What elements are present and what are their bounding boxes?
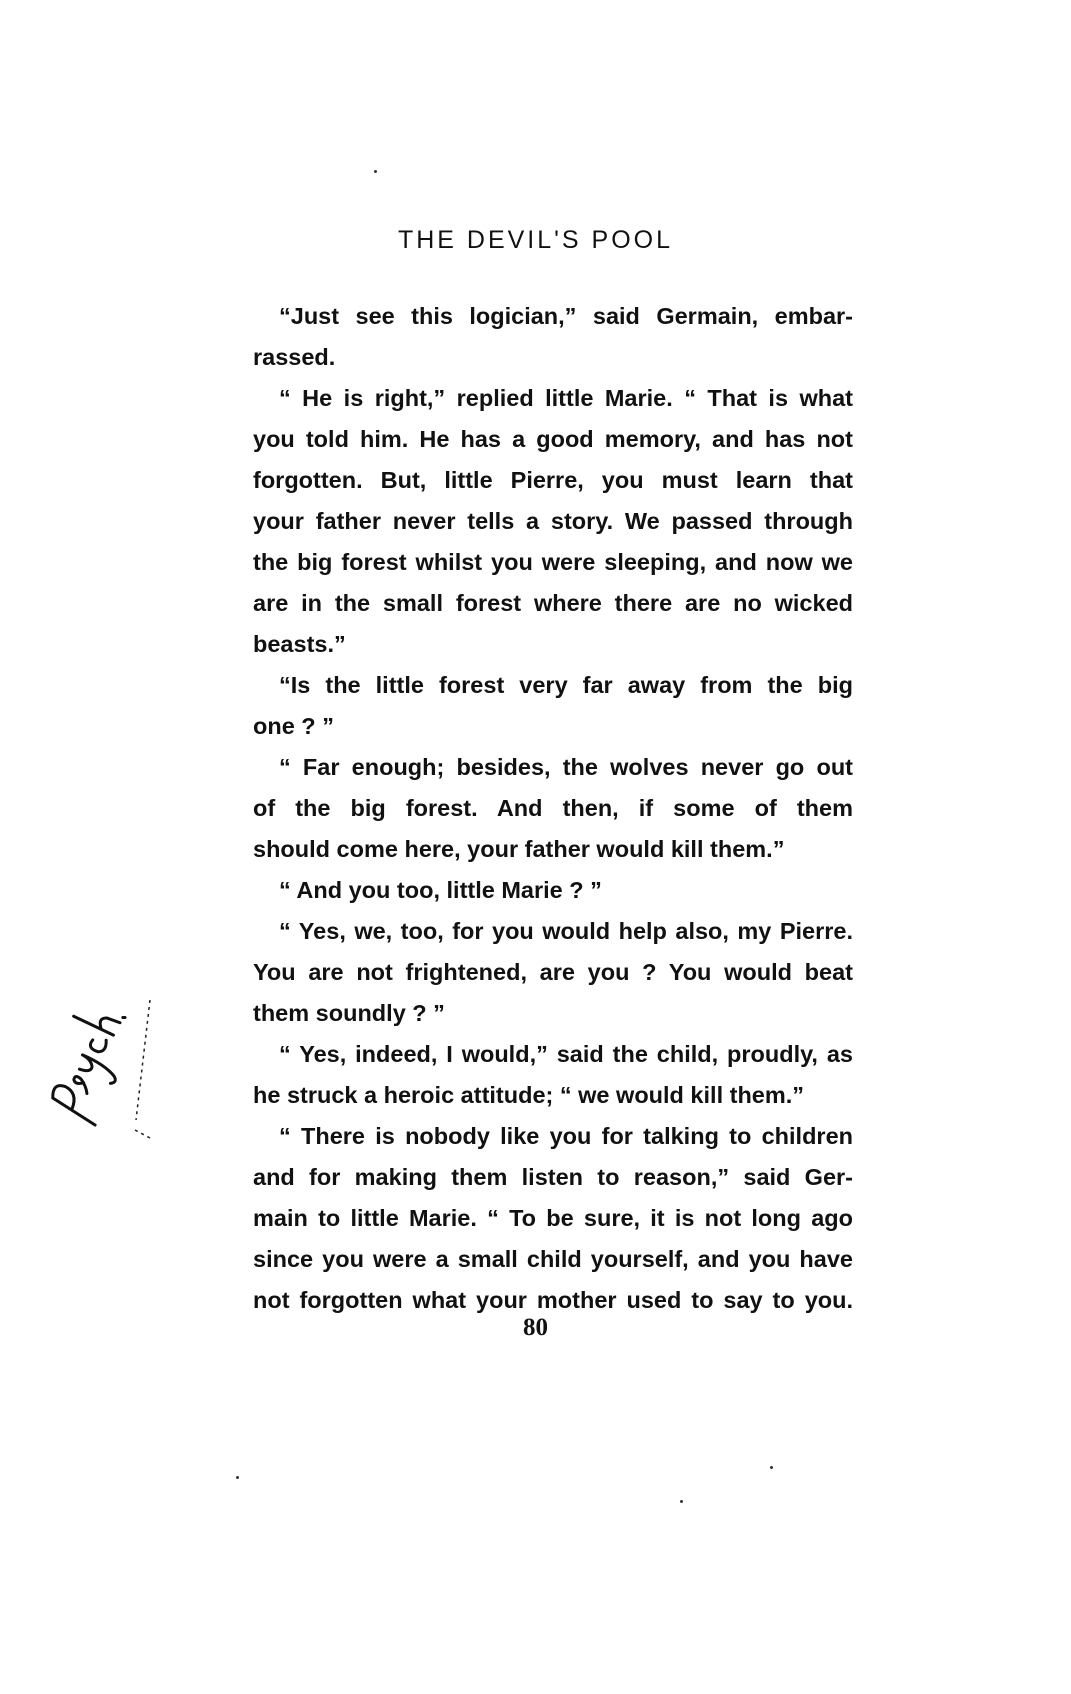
text-line: rassed. bbox=[253, 344, 336, 370]
page-number: 80 bbox=[523, 1314, 548, 1341]
scan-speck bbox=[236, 1476, 239, 1479]
scan-speck bbox=[770, 1466, 773, 1469]
text-line: not forgotten what your mother used to say to you. bbox=[253, 1287, 853, 1313]
text-line: your father never tells a story. We passed through bbox=[253, 508, 853, 534]
running-head: THE DEVIL'S POOL bbox=[397, 226, 674, 254]
text-line: “ Far enough; besides, the wolves never go out bbox=[279, 754, 853, 780]
text-line: “ And you too, little Marie ? ” bbox=[279, 877, 602, 903]
text-line: you told him. He has a good memory, and has not bbox=[253, 426, 853, 452]
text-line: “ Yes, indeed, I would,” said the child, proudly, as bbox=[279, 1041, 853, 1067]
text-line: one ? ” bbox=[253, 713, 334, 739]
text-line: “ Yes, we, too, for you would help also, my Pierre. bbox=[279, 918, 853, 944]
text-line: forgotten. But, little Pierre, you must learn that bbox=[253, 467, 853, 493]
text-line: them soundly ? ” bbox=[253, 1000, 445, 1026]
text-line: are in the small forest where there are no wicked bbox=[253, 590, 853, 616]
text-line: “ There is nobody like you for talking to children bbox=[279, 1123, 853, 1149]
text-line: and for making them listen to reason,” said Ger- bbox=[253, 1164, 853, 1190]
text-line: beasts.” bbox=[253, 631, 346, 657]
text-line: should come here, your father would kill them.” bbox=[253, 836, 785, 862]
text-line: the big forest whilst you were sleeping, and now we bbox=[253, 549, 853, 575]
text-line: “ He is right,” replied little Marie. “ That is what bbox=[279, 385, 853, 411]
body-text bbox=[253, 296, 853, 1321]
text-line: You are not frightened, are you ? You would beat bbox=[253, 959, 853, 985]
handwritten-margin-note bbox=[40, 970, 180, 1160]
text-line: “Is the little forest very far away from the big bbox=[279, 672, 853, 698]
text-line: main to little Marie. “ To be sure, it is not long ago bbox=[253, 1205, 853, 1231]
scan-speck bbox=[680, 1500, 683, 1503]
text-line: “Just see this logician,” said Germain, embar- bbox=[279, 303, 853, 329]
text-line: of the big forest. And then, if some of them bbox=[253, 795, 853, 821]
text-line: he struck a heroic attitude; “ we would kill them.” bbox=[253, 1082, 805, 1108]
scan-speck bbox=[374, 170, 377, 173]
text-line: since you were a small child yourself, and you have bbox=[253, 1246, 853, 1272]
